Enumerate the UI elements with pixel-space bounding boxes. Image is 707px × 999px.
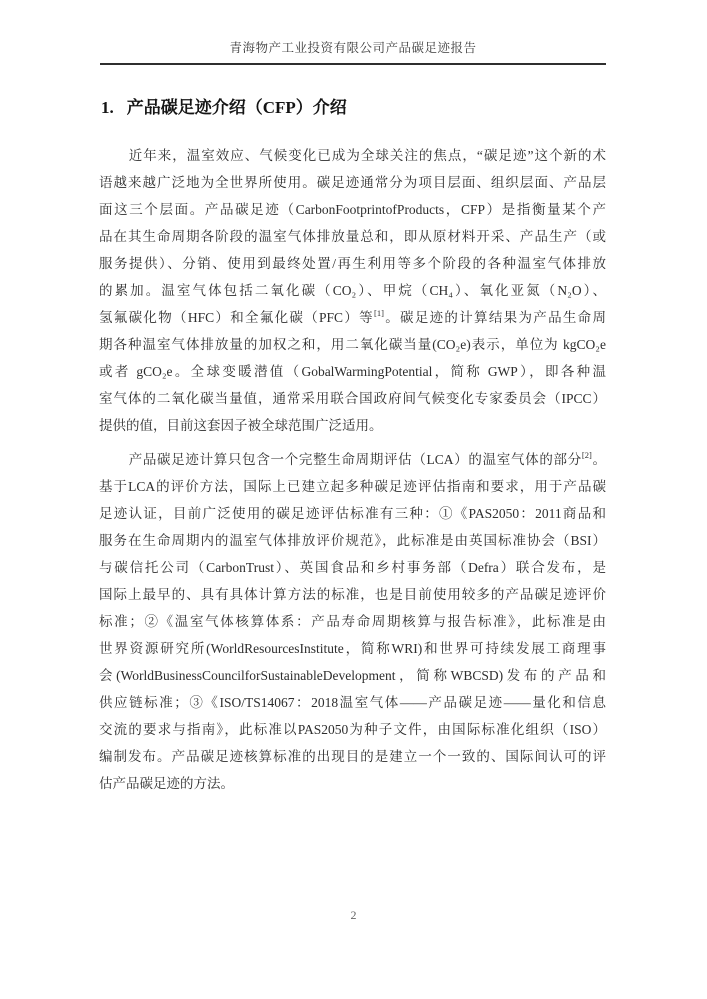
text-line: 供应链标准；③《ISO/TS14067：2018温室气体——产品碳足迹——量化和信息 bbox=[99, 695, 606, 710]
paragraph bbox=[99, 446, 606, 797]
text-line: 编制发布。产品碳足迹核算标准的出现目的是建立一个一致的、国际间认可的评 bbox=[99, 749, 606, 764]
section-number: 1. bbox=[101, 98, 114, 117]
section-heading bbox=[101, 93, 606, 118]
text-line: 提供的值，目前这套因子被全球范围广泛适用。 bbox=[99, 418, 383, 433]
text-line: 产品碳足迹计算只包含一个完整生命周期评估（LCA）的温室气体的部分[2]。 bbox=[128, 450, 607, 467]
text-line: 会(WorldBusinessCouncilforSustainableDevelopment，简称WBCSD)发布的产品和 bbox=[99, 668, 606, 683]
text-line: 与碳信托公司（CarbonTrust）、英国食品和乡村事务部（Defra）联合发布，是 bbox=[99, 560, 606, 575]
page-number: 2 bbox=[350, 908, 357, 922]
text-line: 标准；②《温室气体核算体系：产品寿命周期核算与报告标准》，此标准是由 bbox=[99, 614, 606, 629]
text-line: 语越来越广泛地为全世界所使用。碳足迹通常分为项目层面、组织层面、产品层 bbox=[99, 175, 606, 190]
text-line: 或者 gCO₂e。全球变暖潜值（GobalWarmingPotential，简称 GWP），即各种温 bbox=[99, 364, 606, 379]
text-line: 世界资源研究所(WorldResourcesInstitute，简称WRI)和世界可持续发展工商理事 bbox=[99, 641, 606, 656]
text-line: 估产品碳足迹的方法。 bbox=[99, 776, 234, 791]
text-line: 近年来，温室效应、气候变化已成为全球关注的焦点，“碳足迹”这个新的术 bbox=[128, 148, 606, 163]
text-line: 品在其生命周期各阶段的温室气体排放量总和，即从原材料开采、产品生产（或 bbox=[99, 229, 606, 244]
text-line: 室气体的二氧化碳当量值，通常采用联合国政府间气候变化专家委员会（IPCC） bbox=[99, 391, 606, 406]
text-line: 面这三个层面。产品碳足迹（CarbonFootprintofProducts，CFP）是指衡量某个产 bbox=[99, 202, 606, 217]
paragraphs-container bbox=[99, 142, 606, 797]
paragraph bbox=[99, 142, 606, 439]
text-line: 期各种温室气体排放量的加权之和，用二氧化碳当量(CO₂e)表示，单位为 kgCO₂e bbox=[99, 337, 606, 352]
text-line: 足迹认证，目前广泛使用的碳足迹评估标准有三种：①《PAS2050：2011商品和 bbox=[99, 506, 606, 521]
text-line: 服务提供）、分销、使用到最终处置/再生利用等多个阶段的各种温室气体排放 bbox=[99, 256, 606, 271]
header-title: 青海物产工业投资有限公司产品碳足迹报告 bbox=[229, 41, 477, 55]
text-line: 基于LCA的评价方法，国际上已建立起多种碳足迹评估指南和要求，用于产品碳 bbox=[99, 479, 606, 494]
footnote-ref: [1] bbox=[373, 308, 384, 318]
text-line: 交流的要求与指南》，此标准以PAS2050为种子文件，由国际标准化组织（ISO） bbox=[99, 722, 606, 737]
page-footer bbox=[0, 906, 707, 924]
document-body bbox=[99, 88, 606, 797]
section-title: 产品碳足迹介绍（CFP）介绍 bbox=[126, 98, 347, 117]
footnote-ref: [2] bbox=[581, 450, 592, 460]
text-line: 国际上最早的、具有具体计算方法的标准，也是目前使用较多的产品碳足迹评价 bbox=[99, 587, 606, 602]
text-line: 氢氟碳化物（HFC）和全氟化碳（PFC）等[1]。碳足迹的计算结果为产品生命周 bbox=[99, 308, 606, 325]
text-line: 服务在生命周期内的温室气体排放评价规范》，此标准是由英国标准协会（BSI） bbox=[99, 533, 606, 548]
page-header bbox=[100, 0, 606, 65]
text-line: 的累加。温室气体包括二氧化碳（CO₂）、甲烷（CH₄）、氧化亚氮（N₂O）、 bbox=[99, 283, 606, 298]
